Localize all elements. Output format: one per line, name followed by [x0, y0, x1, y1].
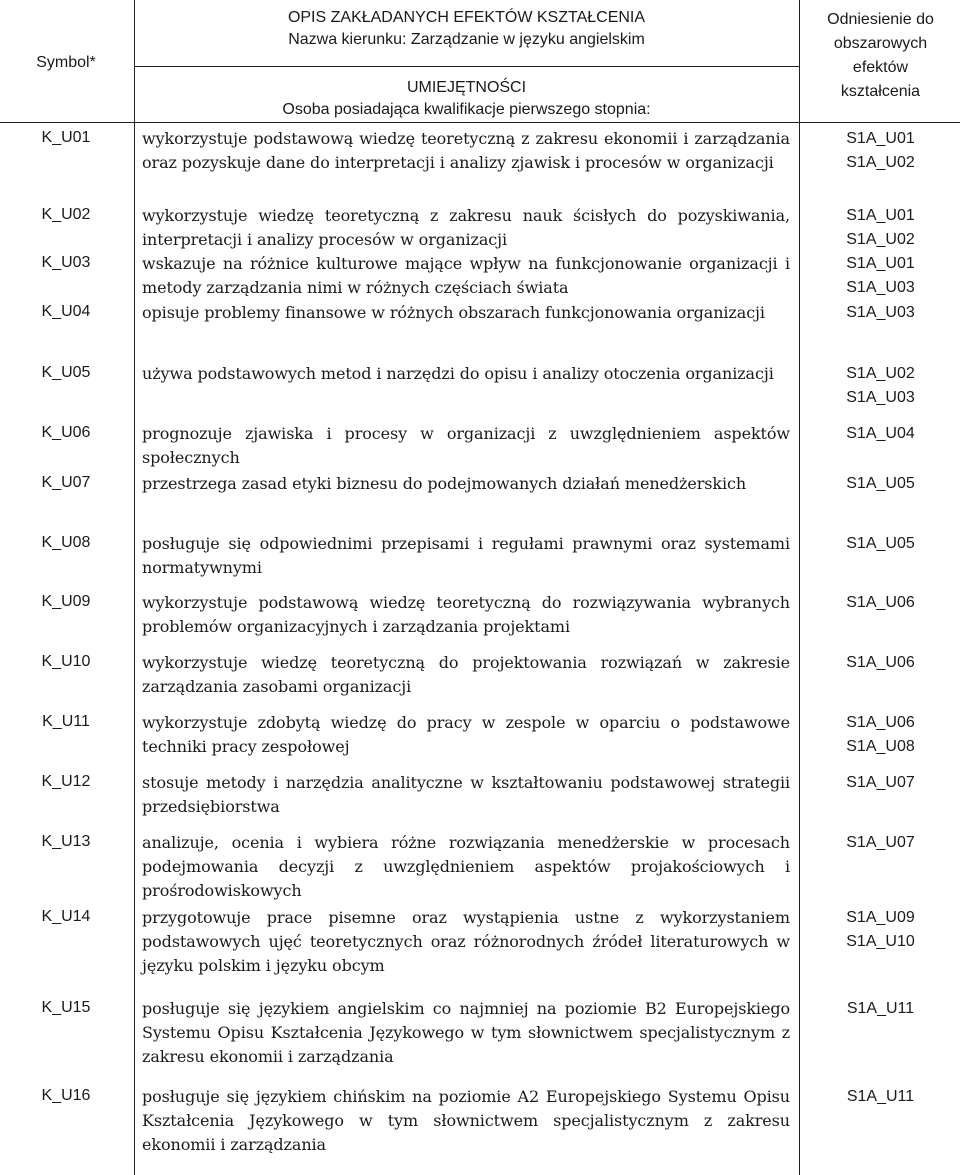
symbol-column-header: Symbol*: [36, 54, 96, 71]
outcome-references: [801, 1085, 960, 1109]
outcome-symbol: K_U13: [41, 833, 91, 850]
outcome-symbol: K_U16: [41, 1087, 91, 1104]
reference-header-line: obszarowych: [833, 35, 928, 52]
reference-code: S1A_U11: [846, 1088, 915, 1105]
outcome-references: [801, 711, 960, 759]
reference-code: S1A_U11: [846, 1000, 915, 1017]
column-divider: [799, 0, 800, 1175]
reference-code: S1A_U02: [846, 365, 915, 382]
reference-header-line: Odniesienie do: [827, 11, 934, 28]
outcome-description: posługuje się językiem chińskim na poziomie A2 Europejskiego Systemu Opisu Kształcenia Językowego w tym słownictwem specjalistycznym z zakresu ekonomii i zarządzania: [142, 1087, 790, 1154]
outcome-description: wskazuje na różnice kulturowe mające wpływ na funkcjonowanie organizacji i metody zarządzania nimi w różnych częściach świata: [142, 254, 790, 297]
section-subtitle: Osoba posiadająca kwalifikacje pierwszego stopnia:: [282, 101, 651, 118]
reference-code: S1A_U05: [846, 475, 915, 492]
outcome-description: wykorzystuje zdobytą wiedzę do pracy w zespole w oparciu o podstawowe techniki pracy zespołowej: [142, 713, 790, 756]
reference-code: S1A_U05: [846, 535, 915, 552]
reference-code: S1A_U06: [846, 714, 915, 731]
reference-code: S1A_U03: [846, 304, 915, 321]
reference-code: S1A_U09: [846, 909, 915, 926]
outcome-description: przygotowuje prace pisemne oraz wystąpienia ustne z wykorzystaniem podstawowych ujęć teoretycznych oraz różnorodnych źródeł literaturowych w języku polskim i języku obcym: [142, 908, 790, 975]
outcome-symbol: K_U15: [41, 999, 91, 1016]
header-divider: [134, 66, 799, 67]
reference-code: S1A_U01: [846, 255, 915, 272]
outcome-description: wykorzystuje wiedzę teoretyczną z zakresu nauk ścisłych do pozyskiwania, interpretacji i analizy procesów w organizacji: [142, 206, 790, 249]
outcome-references: [801, 422, 960, 446]
reference-code: S1A_U10: [846, 933, 915, 950]
outcome-description: posługuje się odpowiednimi przepisami i regułami prawnymi oraz systemami normatywnymi: [142, 534, 790, 577]
outcome-description: wykorzystuje podstawową wiedzę teoretyczną do rozwiązywania wybranych problemów organizacyjnych i zarządzania projektami: [142, 593, 790, 636]
outcome-symbol: K_U02: [41, 206, 91, 223]
outcome-symbol: K_U09: [41, 593, 91, 610]
reference-code: S1A_U06: [846, 654, 915, 671]
outcome-references: [801, 771, 960, 795]
outcome-symbol: K_U03: [41, 254, 91, 271]
reference-code: S1A_U02: [846, 154, 915, 171]
reference-column-header: [801, 8, 960, 104]
outcome-references: [801, 204, 960, 252]
outcome-description: analizuje, ocenia i wybiera różne rozwiązania menedżerskie w procesach podejmowania decyzji z uwzględnieniem aspektów projakościowych i prośrodowiskowych: [142, 833, 790, 900]
outcome-references: [801, 252, 960, 300]
outcome-description: opisuje problemy finansowe w różnych obszarach funkcjonowania organizacji: [142, 303, 765, 322]
outcome-symbol: K_U07: [41, 474, 91, 491]
reference-code: S1A_U06: [846, 594, 915, 611]
outcome-description: używa podstawowych metod i narzędzi do opisu i analizy otoczenia organizacji: [142, 364, 774, 383]
outcome-symbol: K_U08: [41, 534, 91, 551]
outcome-symbol: K_U10: [41, 653, 91, 670]
outcome-references: [801, 651, 960, 675]
outcome-description: stosuje metody i narzędzia analityczne w kształtowaniu podstawowej strategii przedsiębiorstwa: [142, 773, 790, 816]
reference-code: S1A_U01: [846, 207, 915, 224]
outcome-description: wykorzystuje wiedzę teoretyczną do projektowania rozwiązań w zakresie zarządzania zasobami organizacji: [142, 653, 790, 696]
reference-code: S1A_U01: [846, 130, 915, 147]
outcome-references: [801, 362, 960, 410]
outcome-references: [801, 831, 960, 855]
outcome-description: posługuje się językiem angielskim co najmniej na poziomie B2 Europejskiego Systemu Opisu Kształcenia Językowego w tym słownictwem specjalistycznym z zakresu ekonomii i zarządzania: [142, 999, 790, 1066]
outcome-references: [801, 127, 960, 175]
row-divider: [0, 122, 960, 123]
outcome-symbol: K_U05: [41, 364, 91, 381]
outcome-references: [801, 906, 960, 954]
outcome-symbol: K_U11: [42, 713, 90, 730]
reference-header-line: efektów: [852, 59, 909, 76]
program-name: Nazwa kierunku: Zarządzanie w języku angielskim: [288, 31, 645, 48]
category-heading: UMIEJĘTNOŚCI: [406, 79, 527, 96]
outcome-references: [801, 532, 960, 556]
outcome-references: [801, 591, 960, 615]
outcome-description: przestrzega zasad etyki biznesu do podejmowanych działań menedżerskich: [142, 474, 747, 493]
outcome-references: [801, 997, 960, 1021]
outcome-symbol: K_U04: [41, 303, 91, 320]
outcome-description: wykorzystuje podstawową wiedzę teoretyczną z zakresu ekonomii i zarządzania oraz pozyskuje dane do interpretacji i analizy zjawisk i procesów w organizacji: [142, 129, 790, 172]
reference-code: S1A_U07: [846, 834, 915, 851]
outcome-symbol: K_U12: [41, 773, 91, 790]
reference-header-line: kształcenia: [840, 83, 921, 100]
column-divider: [134, 0, 135, 1175]
document-title: OPIS ZAKŁADANYCH EFEKTÓW KSZTAŁCENIA: [287, 9, 646, 26]
outcome-references: [801, 301, 960, 325]
reference-code: S1A_U02: [846, 231, 915, 248]
outcome-symbol: K_U01: [41, 129, 91, 146]
reference-code: S1A_U07: [846, 774, 915, 791]
reference-code: S1A_U03: [846, 389, 915, 406]
outcome-description: prognozuje zjawiska i procesy w organizacji z uwzględnieniem aspektów społecznych: [142, 424, 790, 467]
reference-code: S1A_U04: [846, 425, 915, 442]
outcome-references: [801, 472, 960, 496]
reference-code: S1A_U08: [846, 738, 915, 755]
reference-code: S1A_U03: [846, 279, 915, 296]
outcome-symbol: K_U06: [41, 424, 91, 441]
outcome-symbol: K_U14: [41, 908, 91, 925]
